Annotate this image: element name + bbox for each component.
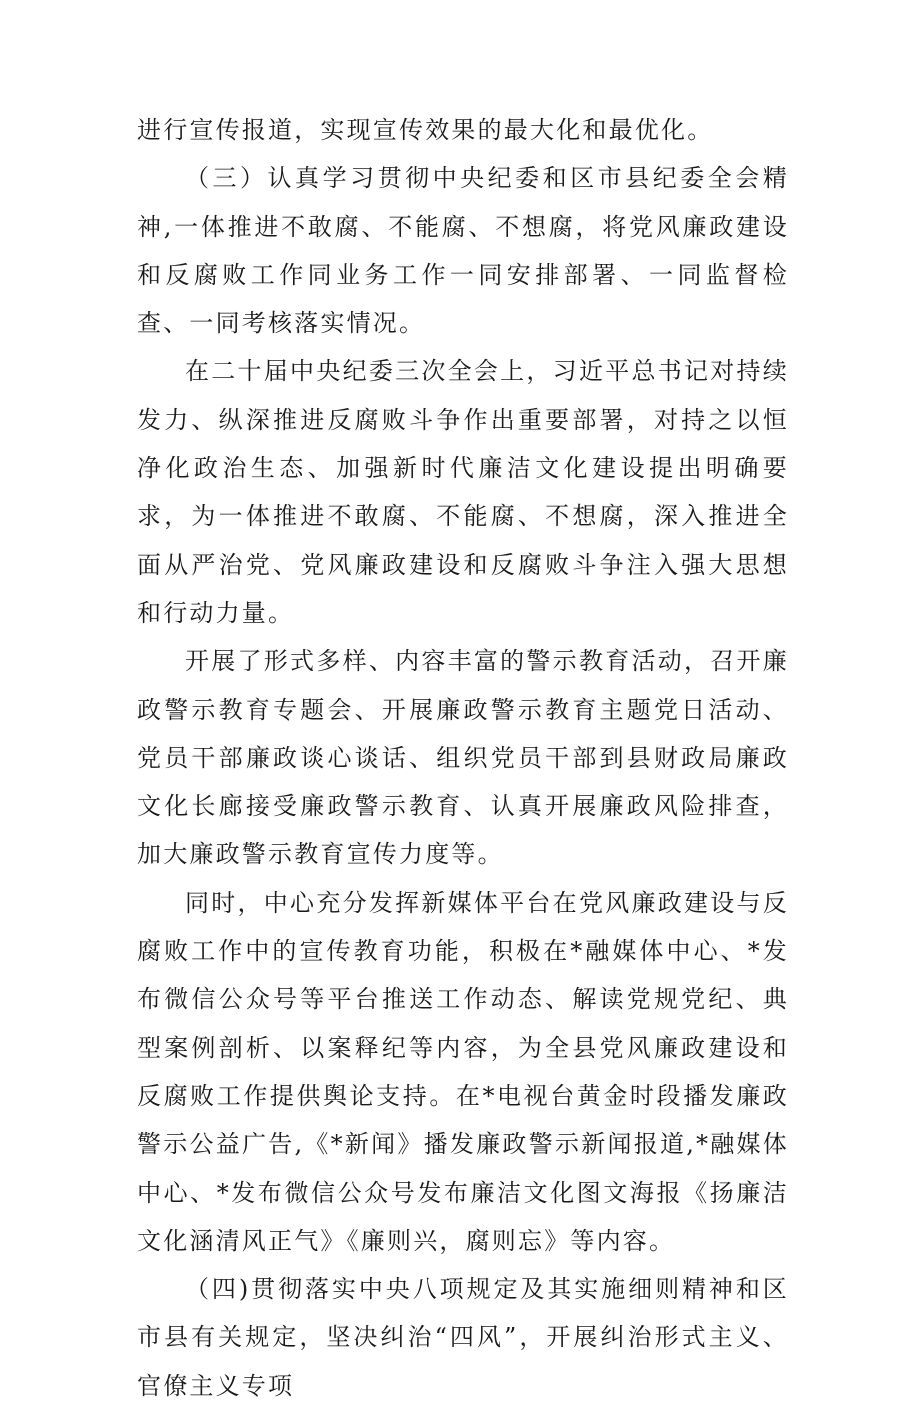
paragraph-section-three: （三）认真学习贯彻中央纪委和区市县纪委全会精神,一体推进不敢腐、不能腐、不想腐，将党风廉政建设和反腐败工作同业务工作一同安排部署、一同监督检查、一同考核落实情况。 (137, 164, 789, 338)
paragraph-plenary-session: 在二十届中央纪委三次全会上，习近平总书记对持续发力、纵深推进反腐败斗争作出重要部署，对持之以恒净化政治生态、加强新时代廉洁文化建设提出明确要求，为一体推进不敢腐、不能腐、不想腐，深入推进全面从严治党、党风廉政建设和反腐败斗争注入强大思想和行动力量。 (137, 357, 789, 627)
document-body (137, 106, 789, 1410)
paragraph-section-four: （四)贯彻落实中央八项规定及其实施细则精神和区市县有关规定，坚决纠治“四风”，开展纠治形式主义、官僚主义专项 (137, 1275, 789, 1400)
paragraph-warning-education: 开展了形式多样、内容丰富的警示教育活动，召开廉政警示教育专题会、开展廉政警示教育主题党日活动、党员干部廉政谈心谈话、组织党员干部到县财政局廉政文化长廊接受廉政警示教育、认真开展廉政风险排查，加大廉政警示教育宣传力度等。 (137, 647, 789, 869)
paragraph-continuation: 进行宣传报道，实现宣传效果的最大化和最优化。 (137, 116, 714, 144)
paragraph-new-media: 同时，中心充分发挥新媒体平台在党风廉政建设与反腐败工作中的宣传教育功能，积极在*融媒体中心、*发布微信公众号等平台推送工作动态、解读党规党纪、典型案例剖析、以案释纪等内容，为全县党风廉政建设和反腐败工作提供舆论支持。在*电视台黄金时段播发廉政警示公益广告,《*新闻》播发廉政警示新闻报道,*融媒体中心、*发布微信公众号发布廉洁文化图文海报《扬廉洁文化涵清风正气》《廉则兴，腐则忘》等内容。 (137, 888, 789, 1255)
